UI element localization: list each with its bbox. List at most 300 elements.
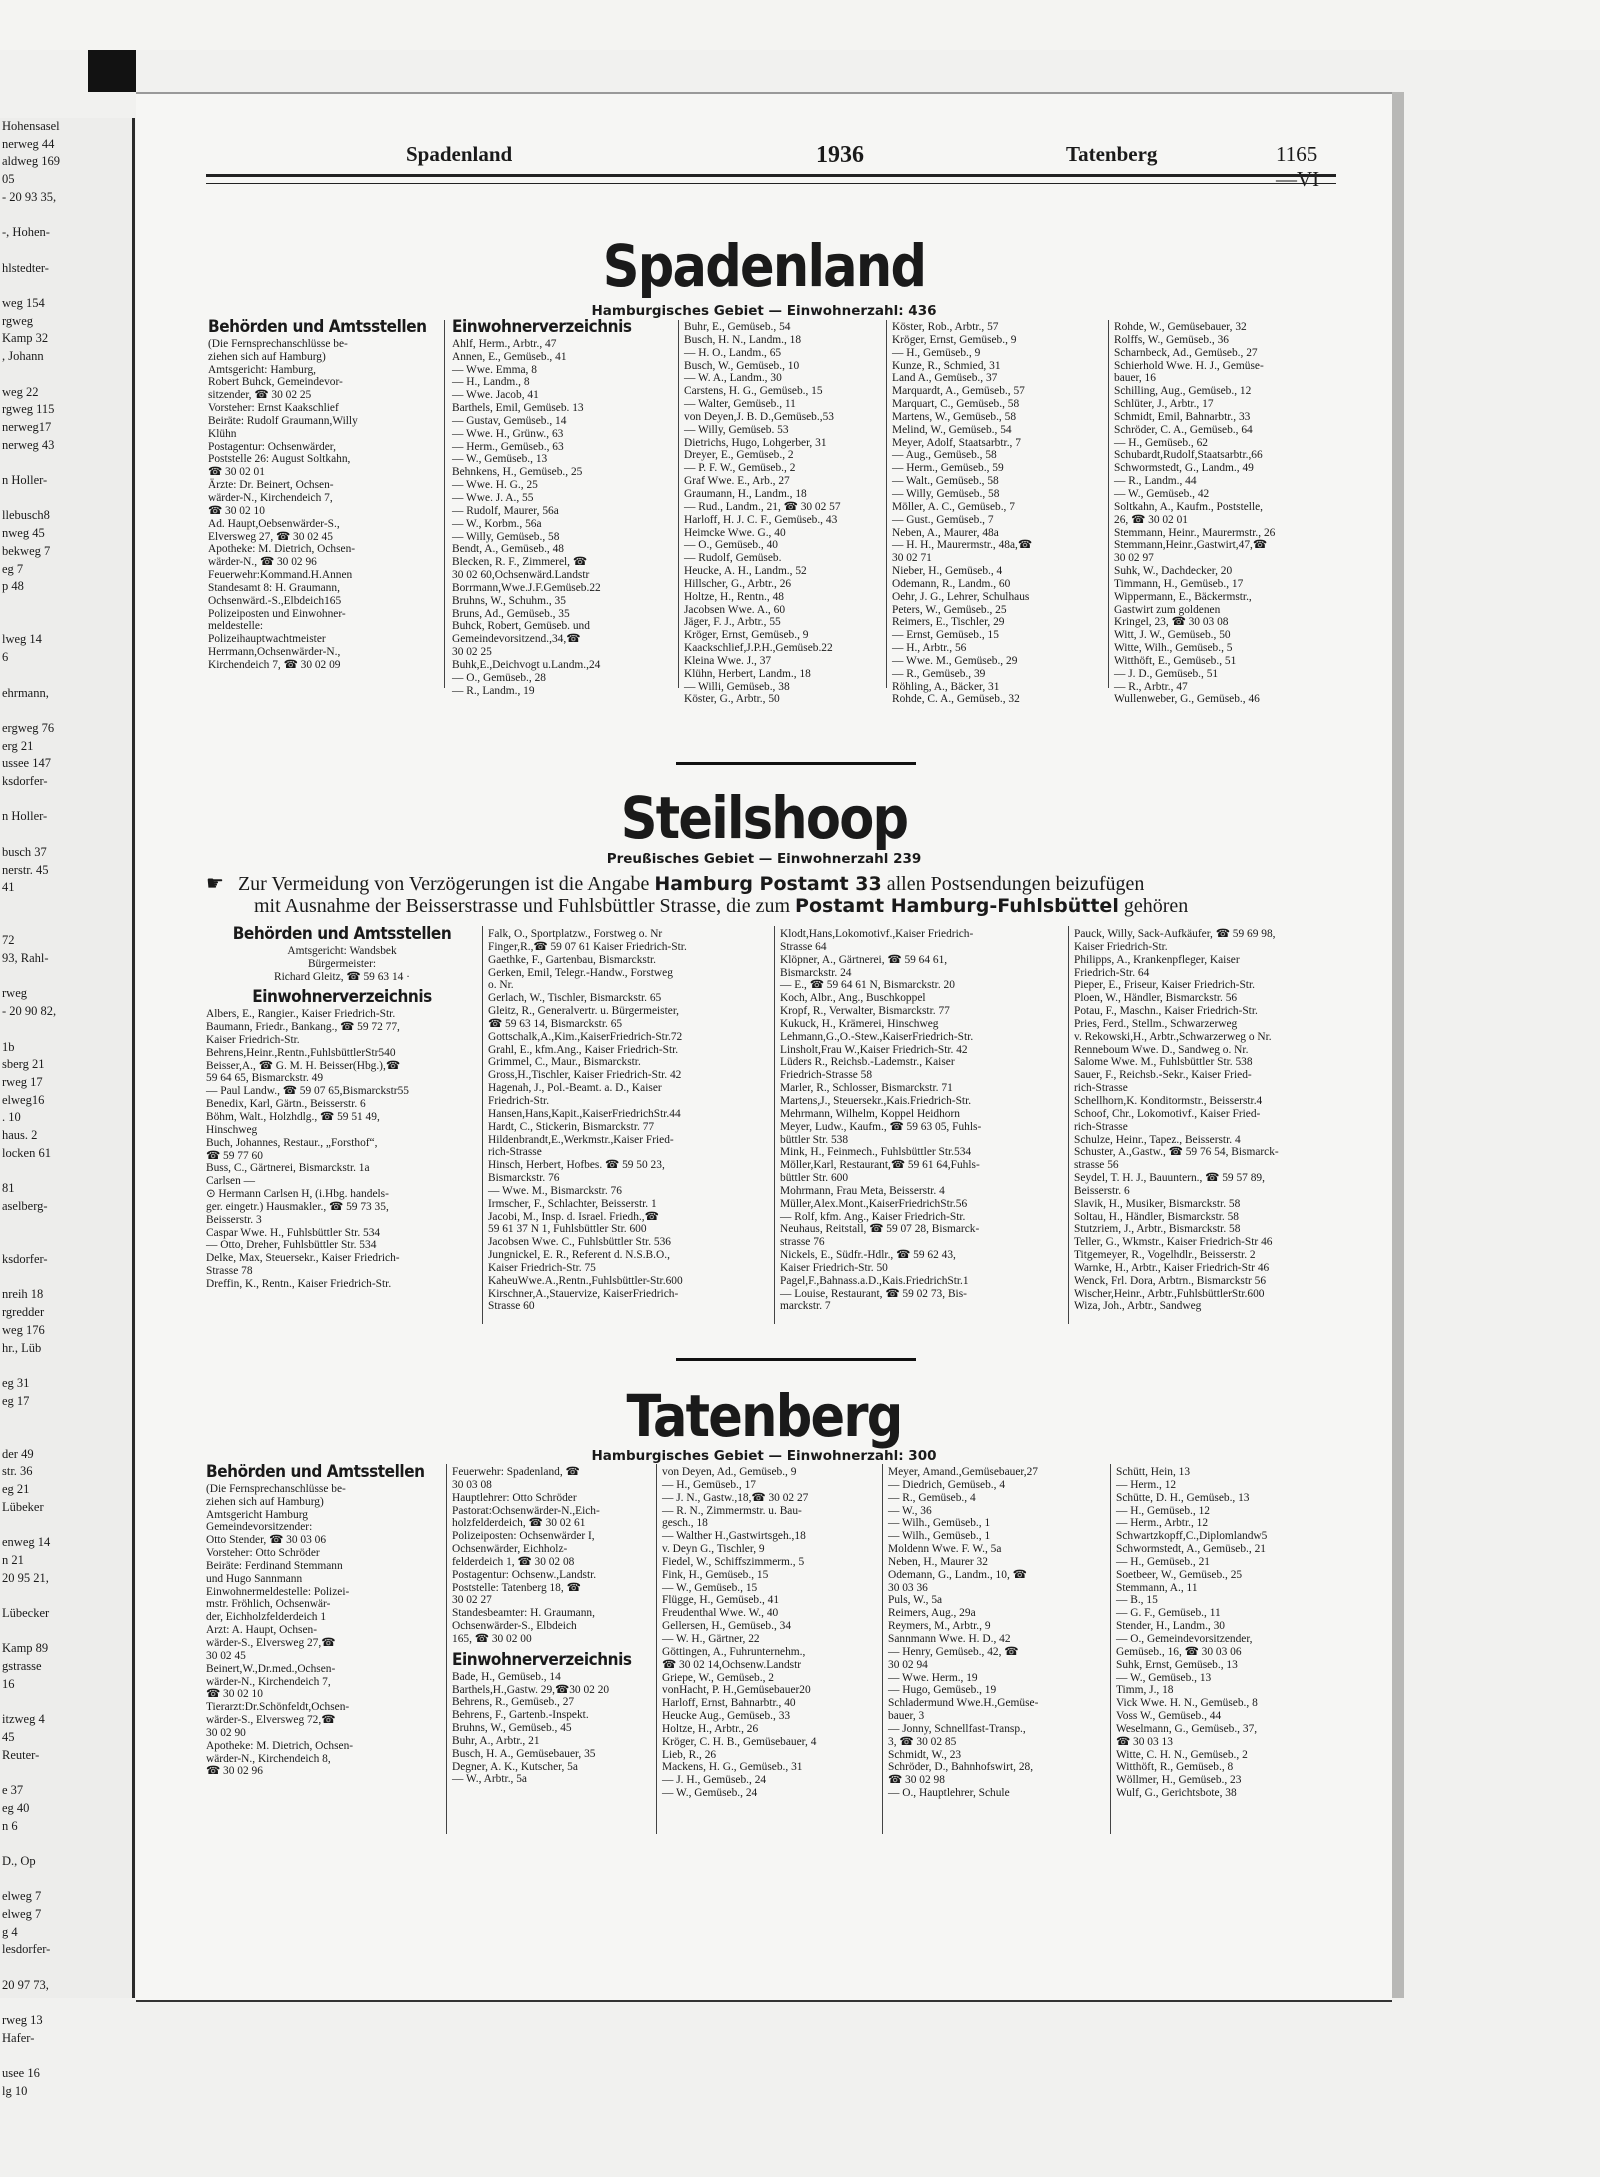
entry-line: Neben, A., Maurer, 48a — [892, 526, 999, 539]
entry-line: Graf Wwe. E., Arb., 27 — [684, 475, 790, 488]
entry-line: Arzt: A. Haupt, Ochsen- — [206, 1624, 318, 1637]
entry-line: Koch, Albr., Ang., Buschkoppel — [780, 992, 926, 1005]
header-place-left: Spadenland — [406, 142, 513, 166]
entry-line: Delke, Max, Steuersekr., Kaiser Friedrich- — [206, 1252, 400, 1265]
entry-line: — W., Arbtr., 5a — [452, 1773, 527, 1786]
entry-line: Bismarckstr. 24 — [780, 966, 852, 979]
entry-line: Harloff, Ernst, Bahnarbtr., 40 — [662, 1697, 796, 1710]
entry-line: Warnke, H., Arbtr., Kaiser Friedrich-Str 46 — [1074, 1261, 1270, 1274]
margin-fragment-line — [0, 242, 132, 260]
pointing-hand-icon: ☛ — [206, 871, 224, 895]
entry-line: Graumann, H., Landm., 18 — [684, 487, 807, 500]
entry-line: — Wwe. J. A., 55 — [452, 491, 534, 504]
entry-line: Kaiser Friedrich-Str. 50 — [780, 1261, 888, 1274]
entry-line: — R. N., Zimmermstr. u. Bau- — [662, 1504, 802, 1517]
entry-line: — Louise, Restaurant, ☎ 59 02 73, Bis- — [780, 1287, 967, 1300]
entry-line: Finger,R.,☎ 59 07 61 Kaiser Friedrich-Str. — [488, 940, 687, 953]
entry-line: Soltau, H., Händler, Bismarckstr. 58 — [1074, 1210, 1240, 1223]
entry-line: Bruns, Ad., Gemüseb., 35 — [452, 607, 570, 620]
margin-fragment-line: Hohensasel — [2, 119, 60, 133]
entry-line: Hauptlehrer: Otto Schröder — [452, 1491, 577, 1504]
entry-line: Caspar Wwe. H., Fuhlsbüttler Str. 534 — [206, 1226, 381, 1239]
entry-line: Hansen,Hans,Kapit.,KaiserFriedrichStr.44 — [488, 1107, 681, 1120]
entry-line: Vick Wwe. H. N., Gemüseb., 8 — [1116, 1697, 1258, 1710]
margin-fragment-line — [0, 1021, 132, 1039]
entry-line: Gross,H.,Tischler, Kaiser Friedrich-Str. 42 — [488, 1069, 682, 1082]
entry-line: — Paul Landw., ☎ 59 07 65,Bismarckstr55 — [206, 1085, 409, 1098]
column-heading: Einwohnerverzeichnis — [452, 317, 632, 337]
entry-line: 59 61 37 N 1, Fuhlsbüttler Str. 600 — [488, 1223, 647, 1236]
entry-line: Kukuck, H., Krämerei, Hinschweg — [780, 1017, 939, 1030]
entry-line: — H., Gemüseb., 12 — [1116, 1504, 1210, 1517]
entry-line: Grimmel, C., Maur., Bismarckstr. — [488, 1056, 641, 1069]
margin-fragment-line: nerweg 44 — [2, 136, 55, 151]
entry-line: mstr. Fröhlich, Ochsenwär- — [206, 1598, 331, 1611]
entry-line: ☎ 30 02 01 — [208, 466, 265, 479]
entry-line: Witte, Wilh., Gemüseb., 5 — [1114, 642, 1233, 655]
column-divider — [656, 1464, 657, 1834]
entry-line: 165, ☎ 30 02 00 — [452, 1632, 532, 1645]
entry-line: — E., ☎ 59 64 61 N, Bismarckstr. 20 — [780, 979, 955, 992]
margin-fragment-line: p 48 — [2, 579, 24, 594]
entry-line: Kröger, Ernst, Gemüseb., 9 — [684, 629, 809, 642]
margin-fragment-line: elweg 7 — [2, 1907, 42, 1922]
entry-line: Gastwirt zum goldenen — [1114, 603, 1221, 616]
entry-line: Buhk,E.,Deichvogt u.Landm.,24 — [452, 658, 601, 671]
entry-line: Otto Stender, ☎ 30 03 06 — [206, 1534, 327, 1547]
entry-line: KaheuWwe.A.,Rentn.,Fuhlsbüttler-Str.600 — [488, 1274, 683, 1287]
entry-line: Land A., Gemüseb., 37 — [892, 372, 998, 385]
entry-line: wärder-N., Kirchendeich 7, — [206, 1675, 331, 1688]
entry-line: Strasse 60 — [488, 1300, 535, 1313]
entry-line: Busch, H. N., Landm., 18 — [684, 333, 802, 346]
entry-line: sitzender, ☎ 30 02 25 — [208, 389, 312, 402]
margin-fragment-line: nweg 45 — [2, 526, 45, 541]
entry-line: 30 02 60,Ochsenwärd.Landstr — [452, 569, 590, 582]
margin-fragment-line: n Holler- — [2, 809, 48, 824]
entry-line: Odemann, G., Landm., 10, ☎ — [888, 1568, 1027, 1581]
entry-line: Neben, H., Maurer 32 — [888, 1555, 988, 1568]
margin-fragment-line — [0, 1357, 132, 1375]
entry-line: Kirschner,A.,Stauervize, KaiserFriedrich- — [488, 1287, 679, 1300]
entry-line: Soetbeer, W., Gemüseb., 25 — [1116, 1568, 1243, 1581]
entry-line: Apotheke: M. Dietrich, Ochsen- — [206, 1739, 354, 1752]
entry-line: Holtze, H., Arbtr., 26 — [662, 1722, 759, 1735]
entry-line: Ochsenwärder-S., Elbdeich — [452, 1620, 577, 1633]
margin-fragment-line: Lübeker — [2, 1499, 44, 1514]
entry-line: Kröger, Ernst, Gemüseb., 9 — [892, 333, 1017, 346]
entry-line: — H., Gemüseb., 17 — [662, 1478, 756, 1491]
margin-fragment-line: busch 37 — [2, 844, 47, 859]
section-separator — [676, 762, 916, 765]
section-separator — [676, 1358, 916, 1361]
margin-fragment-line — [0, 596, 132, 614]
entry-line: wärder-S., Elversweg 72,☎ — [206, 1714, 336, 1727]
entry-line: Borrmann,Wwe.J.F.Gemüseb.22 — [452, 581, 601, 594]
entry-line: Schellhorn,K. Konditormstr., Beisserstr.4 — [1074, 1094, 1263, 1107]
entry-line: — R., Landm., 19 — [452, 684, 535, 697]
entry-line: Busch, W., Gemüseb., 10 — [684, 359, 800, 372]
margin-fragment-line: 81 — [2, 1181, 15, 1196]
margin-fragment-line: usee 16 — [2, 2066, 40, 2081]
header-rule — [206, 174, 1336, 184]
entry-line: Köster, G., Arbtr., 50 — [684, 693, 780, 706]
entry-line: Griepe, W., Gemüseb., 2 — [662, 1671, 774, 1684]
margin-fragment-line: . 10 — [2, 1110, 21, 1125]
entry-line: Schilling, Aug., Gemüseb., 12 — [1114, 385, 1252, 398]
entry-line: — W., Gemüseb., 24 — [662, 1787, 758, 1800]
entry-line: — Wwe. Herm., 19 — [888, 1671, 978, 1684]
entry-line: Amtsgericht Hamburg — [206, 1508, 308, 1521]
entry-line: Feuerwehr: Spadenland, ☎ — [452, 1466, 580, 1478]
entry-line: Rohde, W., Gemüsebauer, 32 — [1114, 321, 1247, 333]
column-heading: Behörden und Amtsstellen — [206, 1462, 425, 1482]
margin-fragment-line: - 20 90 82, — [2, 1004, 57, 1019]
entry-line: der, Eichholzfelderdeich 1 — [206, 1611, 327, 1624]
entry-line: rich-Strasse — [1074, 1082, 1128, 1095]
entry-line: — B., 15 — [1116, 1594, 1158, 1607]
entry-line: Dreffin, K., Rentn., Kaiser Friedrich-Str. — [206, 1277, 392, 1290]
margin-fragment-line: n 6 — [2, 1818, 18, 1833]
entry-line: ger. eingetr.) Hausmakler., ☎ 59 73 35, — [206, 1200, 389, 1213]
entry-line: v. Deyn G., Tischler, 9 — [662, 1543, 765, 1556]
margin-fragment-line — [0, 1835, 132, 1853]
entry-line: Hinschweg — [206, 1123, 258, 1136]
entry-line: Meyer, Ludw., Kaufm., ☎ 59 63 05, Fuhls- — [780, 1120, 982, 1133]
entry-line: (Die Fernsprechanschlüsse be- — [208, 337, 348, 350]
entry-line: Standesamt 8: H. Graumann, — [208, 581, 340, 594]
entry-line: Richard Gleitz, ☎ 59 63 14 · — [274, 970, 410, 983]
margin-fragment-line — [0, 2048, 132, 2066]
entry-line: Jacobsen Wwe. C., Fuhlsbüttler Str. 536 — [488, 1236, 671, 1249]
entry-line: Busch, H. A., Gemüsebauer, 35 — [452, 1747, 596, 1760]
tatenberg-authorities-column — [206, 1462, 442, 1778]
spadenland-authorities-column — [208, 317, 440, 672]
entry-line: — W., Gemüseb., 13 — [1116, 1671, 1212, 1684]
entry-line: — Wwe. M., Bismarckstr. 76 — [488, 1184, 622, 1197]
entry-line: Timmann, H., Gemüseb., 17 — [1114, 577, 1244, 590]
margin-fragment-line: lg 10 — [2, 2084, 28, 2099]
entry-line: Behrens, R., Gemüseb., 27 — [452, 1696, 575, 1709]
entry-line: ☎ 59 63 14, Bismarckstr. 65 — [488, 1017, 623, 1030]
entry-line: Polizeiposten: Ochsenwärder I, — [452, 1530, 595, 1543]
entry-line: Philipps, A., Krankenpfleger, Kaiser — [1074, 953, 1240, 966]
entry-line: Slavik, H., Musiker, Bismarckstr. 58 — [1074, 1197, 1241, 1210]
entry-line: Schmidt, W., 23 — [888, 1748, 962, 1761]
entry-line: Flügge, H., Gemüseb., 41 — [662, 1594, 780, 1607]
entry-line: Wullenweber, G., Gemüseb., 46 — [1114, 693, 1260, 706]
entry-line: — W., Gemüseb., 15 — [662, 1581, 758, 1594]
margin-fragment-line: haus. 2 — [2, 1128, 38, 1143]
entry-line: Lehmann,G.,O.-Stew.,KaiserFriedrich-Str. — [780, 1030, 974, 1043]
entry-line: Renneboum Wwe. D., Sandweg o. Nr. — [1074, 1043, 1249, 1056]
entry-line: (Die Fernsprechanschlüsse be- — [206, 1482, 346, 1495]
entry-line: Schuster, A.,Gastw., ☎ 59 76 54, Bismarck- — [1074, 1146, 1279, 1159]
entry-line: Bürgermeister: — [307, 957, 377, 970]
entry-line: Beinert,W.,Dr.med.,Ochsen- — [206, 1662, 336, 1675]
entry-line: Ahlf, Herm., Arbtr., 47 — [452, 337, 557, 350]
spadenland-residents-column-3 — [892, 321, 1104, 706]
margin-fragment-line: itzweg 4 — [2, 1712, 45, 1727]
entry-line: — Jonny, Schnellfast-Transp., — [888, 1722, 1026, 1735]
margin-fragment-line: ksdorfer- — [2, 1252, 48, 1266]
entry-line: — R., Gemüseb., 39 — [892, 667, 986, 680]
entry-line: — G. F., Gemüseb., 11 — [1116, 1607, 1221, 1620]
entry-line: — Wwe. Jacob, 41 — [452, 389, 539, 402]
entry-line: Martens,J., Steuersekr.,Kais.Friedrich-Str. — [780, 1094, 972, 1107]
entry-line: ziehen sich auf Hamburg) — [206, 1495, 324, 1508]
entry-line: Gemeindevorsitzend.,34,☎ — [452, 633, 581, 646]
entry-line: Ploen, W., Händler, Bismarckstr. 56 — [1074, 992, 1238, 1005]
entry-line: Mehrmann, Wilhelm, Koppel Heidhorn — [780, 1107, 960, 1120]
margin-fragment-line: llebusch8 — [2, 508, 50, 523]
entry-line: — Herm., Gemüseb., 59 — [892, 462, 1004, 475]
entry-line: — Willy, Gemüseb. 53 — [684, 423, 789, 436]
entry-line: Albers, E., Rangier., Kaiser Friedrich-Str. — [206, 1008, 396, 1021]
entry-line: Puls, W., 5a — [888, 1594, 943, 1607]
margin-fragment-line: g 4 — [2, 1924, 18, 1939]
margin-fragment-line — [0, 1233, 132, 1251]
entry-line: Beisserstr. 3 — [206, 1213, 262, 1226]
entry-line: Schütte, D. H., Gemüseb., 13 — [1116, 1491, 1250, 1504]
margin-fragment-line: n 21 — [2, 1552, 24, 1567]
entry-line: Beiräte: Rudolf Graumann,Willy — [208, 414, 358, 427]
entry-line: — Otto, Dreher, Fuhlsbüttler Str. 534 — [206, 1239, 377, 1252]
entry-line: — P. F. W., Gemüseb., 2 — [684, 462, 796, 475]
margin-fragment-line: hlstedter- — [2, 260, 49, 275]
margin-fragment-line — [0, 454, 132, 472]
entry-line: — H. H., Maurermstr., 48a,☎ — [892, 539, 1033, 552]
entry-line: Hildenbrandt,E.,Werkmstr.,Kaiser Fried- — [488, 1133, 674, 1146]
margin-fragment-line: lesdorfer- — [2, 1942, 51, 1957]
entry-line: holzfelderdeich, ☎ 30 02 61 — [452, 1517, 586, 1530]
entry-line: v. Rekowski,H., Arbtr.,Schwarzerweg o Nr. — [1074, 1030, 1272, 1043]
entry-line: Behnkens, H., Gemüseb., 25 — [452, 466, 583, 479]
margin-fragment-line: rgredder — [2, 1305, 45, 1320]
entry-line: — Walther H.,Gastwirtsgeh.,18 — [662, 1530, 806, 1543]
margin-fragment-line: eg 7 — [2, 561, 24, 576]
entry-line: Möller,Karl, Restaurant,☎ 59 61 64,Fuhls- — [780, 1159, 980, 1172]
entry-line: — R., Arbtr., 47 — [1114, 680, 1188, 693]
margin-fragment-line — [0, 1995, 132, 2013]
margin-fragment-line: rweg — [2, 986, 27, 1001]
margin-fragment-line: 93, Rahl- — [2, 951, 49, 966]
entry-line: — Gustav, Gemüseb., 14 — [452, 414, 567, 427]
column-divider — [482, 926, 483, 1324]
entry-line: Friedrich-Str. — [488, 1094, 550, 1107]
entry-line: 30 03 36 — [888, 1581, 928, 1594]
entry-line: Sannmann Wwe. H. D., 42 — [888, 1632, 1011, 1645]
entry-line: Harloff, H. J. C. F., Gemüseb., 43 — [684, 513, 838, 526]
entry-line: Potau, F., Maschn., Kaiser Friedrich-Str. — [1074, 1005, 1258, 1018]
entry-line: — H. O., Landm., 65 — [684, 346, 782, 359]
margin-fragment-line: rgweg — [2, 313, 34, 328]
entry-line: — H., Gemüseb., 21 — [1116, 1555, 1210, 1568]
entry-line: wärder-N., Kirchendeich 7, — [208, 491, 333, 504]
margin-fragment-line — [0, 1410, 132, 1428]
entry-line: Gemeindevorsitzender: — [206, 1521, 313, 1534]
entry-line: — Rolf, kfm. Ang., Kaiser Friedrich-Str. — [780, 1210, 966, 1223]
margin-fragment-line: weg 176 — [2, 1322, 45, 1337]
entry-line: Klodt,Hans,Lokomotivf.,Kaiser Friedrich- — [780, 928, 974, 940]
entry-line: Barthels,H.,Gastw. 29,☎30 02 20 — [452, 1683, 610, 1696]
entry-line: — Henry, Gemüseb., 42, ☎ — [888, 1645, 1019, 1658]
entry-line: Ochsenwärd.-S.,Elbdeich165 — [208, 594, 342, 607]
entry-line: Fink, H., Gemüseb., 15 — [662, 1568, 769, 1581]
column-divider — [1068, 926, 1069, 1324]
entry-line: Jacobi, M., Insp. d. Israel. Friedh.,☎ — [488, 1210, 659, 1223]
entry-line: Titgemeyer, R., Vogelhdlr., Beisserstr. 2 — [1074, 1249, 1256, 1262]
entry-line: wärder-N., Kirchendeich 8, — [206, 1752, 331, 1765]
entry-line: Suhk, Ernst, Gemüseb., 13 — [1116, 1658, 1238, 1671]
entry-line: Pagel,F.,Bahnass.a.D.,Kais.FriedrichStr.1 — [780, 1274, 969, 1287]
entry-line: Wenck, Frl. Dora, Arbtrn., Bismarckstr 56 — [1074, 1274, 1267, 1287]
entry-line: Polizeihauptwachtmeister — [208, 633, 326, 646]
margin-fragment-line: -, Hohen- — [2, 225, 50, 240]
scan-background — [0, 0, 1600, 50]
tatenberg-residents-column-2 — [662, 1466, 904, 1800]
entry-line: Voss W., Gemüseb., 44 — [1116, 1710, 1222, 1723]
margin-fragment-line: Kamp 89 — [2, 1641, 49, 1656]
margin-fragment-line — [0, 1623, 132, 1641]
margin-fragment-line — [0, 667, 132, 685]
entry-line: marckstr. 7 — [780, 1300, 831, 1313]
tatenberg-residents-column-4 — [1116, 1466, 1342, 1800]
entry-line: — H., Gemüseb., 9 — [892, 346, 981, 359]
margin-fragment-line: Reuter- — [2, 1747, 40, 1762]
running-header — [206, 142, 1336, 191]
margin-fragment-line: rweg 13 — [2, 2013, 43, 2028]
entry-line: Schulze, Heinr., Tapez., Beisserstr. 4 — [1074, 1133, 1241, 1146]
entry-line: Gottschalk,A.,Kim.,KaiserFriedrich-Str.72 — [488, 1030, 683, 1043]
entry-line: Hinsch, Herbert, Hofbes. ☎ 59 50 23, — [488, 1159, 665, 1172]
entry-line: gesch., 18 — [662, 1517, 708, 1530]
entry-line: Heimcke Wwe. G., 40 — [684, 526, 786, 539]
margin-fragment-line: nerweg17 — [2, 419, 52, 434]
entry-line: — Wwe. M., Gemüseb., 29 — [892, 654, 1018, 667]
entry-line: Baumann, Friedr., Bankang., ☎ 59 72 77, — [206, 1021, 400, 1034]
margin-fragment-line — [0, 1216, 132, 1234]
entry-line: Herrmann,Ochsenwärder-N., — [208, 646, 341, 659]
spadenland-residents-column-2 — [684, 321, 882, 706]
entry-line: Bismarckstr. 76 — [488, 1172, 560, 1185]
entry-line: Buch, Johannes, Restaur., „Forsthof“, — [206, 1136, 378, 1149]
entry-line: Odemann, R., Landm., 60 — [892, 577, 1011, 590]
entry-line: Lüders R., Reichsb.-Lademstr., Kaiser — [780, 1056, 955, 1069]
entry-line: Kaackschlief,J.P.H.,Gemüseb.22 — [684, 642, 833, 655]
entry-line: Timm, J., 18 — [1116, 1684, 1174, 1697]
entry-line: — W., Korbm., 56a — [452, 517, 542, 530]
steilshoop-residents-column-1 — [488, 928, 770, 1313]
entry-line: wärder-N., ☎ 30 02 96 — [208, 556, 317, 569]
entry-line: Benedix, Karl, Gärtn., Beisserstr. 6 — [206, 1098, 366, 1111]
section-subtitle-steilshoop: Preußisches Gebiet — Einwohnerzahl 239 — [606, 851, 922, 867]
entry-line: ☎ 30 02 98 — [888, 1774, 945, 1787]
header-page-number: 1165—VI — [1276, 142, 1320, 191]
entry-line: — O., Gemeindevorsitzender, — [1116, 1632, 1253, 1645]
entry-line: Kunze, R., Schmied, 31 — [892, 359, 1001, 372]
entry-line: Kringel, 23, ☎ 30 03 08 — [1114, 616, 1229, 629]
margin-fragment-line — [0, 1871, 132, 1889]
entry-line: — Ernst, Gemüseb., 15 — [892, 629, 999, 642]
entry-line: — Rud., Landm., 21, ☎ 30 02 57 — [684, 500, 841, 513]
entry-line: Grahl, E., kfm.Ang., Kaiser Friedrich-Str. — [488, 1043, 679, 1056]
entry-line: Scharnbeck, Ad., Gemüseb., 27 — [1114, 346, 1258, 359]
postal-notice: ☛ Zur Vermeidung von Verzögerungen ist die Angabe Hamburg Postamt 33 allen Postsendungen beizufügen mit Ausnahme der Beisserstrasse und Fuhlsbüttler Strasse, die zum Postamt Hamburg-Fuhlsbüttel gehören — [206, 871, 1189, 917]
entry-line: Hillscher, G., Arbtr., 26 — [684, 577, 792, 590]
margin-fragment-line: ehrmann, — [2, 685, 49, 700]
entry-line: Stutzriem, J., Arbtr., Bismarckstr. 58 — [1074, 1223, 1241, 1236]
column-heading: Einwohnerverzeichnis — [252, 987, 432, 1008]
margin-fragment-line: nreih 18 — [2, 1287, 44, 1302]
entry-line: Möller, A. C., Gemüseb., 7 — [892, 500, 1015, 513]
entry-line: Gerlach, W., Tischler, Bismarckstr. 65 — [488, 992, 662, 1005]
entry-line: Oehr, J. G., Lehrer, Schulhaus — [892, 590, 1030, 603]
entry-line: Heucke, A. H., Landm., 52 — [684, 565, 807, 578]
entry-line: Freudenthal Wwe. W., 40 — [662, 1607, 779, 1620]
column-heading: Einwohnerverzeichnis — [452, 1649, 632, 1670]
entry-line: — J. D., Gemüseb., 51 — [1114, 667, 1219, 680]
entry-line: Polizeiposten und Einwohner- — [208, 607, 346, 620]
entry-line: — J. H., Gemüseb., 24 — [662, 1774, 767, 1787]
entry-line: Holtze, H., Rentn., 48 — [684, 590, 784, 603]
entry-line: Nickels, E., Südfr.-Hdlr., ☎ 59 62 43, — [780, 1249, 956, 1262]
entry-line: büttler Str. 600 — [780, 1172, 849, 1185]
margin-fragment-line — [0, 1428, 132, 1446]
entry-line: o. Nr. — [488, 979, 514, 992]
entry-line: Stemmann, A., 11 — [1116, 1581, 1198, 1594]
entry-line: Dreyer, E., Gemüseb., 2 — [684, 449, 794, 462]
entry-line: Kröger, C. H. B., Gemüsebauer, 4 — [662, 1735, 817, 1748]
entry-line: Gellersen, H., Gemüseb., 34 — [662, 1620, 792, 1633]
margin-fragment-line: Hafer- — [2, 2030, 35, 2045]
section-title-steilshoop: Steilshoop — [620, 784, 908, 852]
margin-fragment-line — [0, 791, 132, 809]
entry-line: — Rudolf, Gemüseb. — [684, 552, 782, 565]
entry-line: von Deyen,J. B. D.,Gemüseb.,53 — [684, 410, 834, 423]
margin-fragment-line — [0, 1764, 132, 1782]
entry-line: Dietrichs, Hugo, Lohgerber, 31 — [684, 436, 827, 449]
margin-fragment-line: aselberg- — [2, 1198, 48, 1213]
entry-line: Stender, H., Landm., 30 — [1116, 1620, 1226, 1633]
margin-fragment-line — [0, 702, 132, 720]
entry-line: — R., Landm., 44 — [1114, 475, 1197, 488]
entry-line: — W., Gemüseb., 13 — [452, 453, 548, 466]
entry-line: Vorsteher: Otto Schröder — [206, 1547, 320, 1560]
book-binding-shadow — [88, 50, 136, 92]
entry-line: Jacobsen Wwe. A., 60 — [684, 603, 786, 616]
entry-line: felderdeich 1, ☎ 30 02 08 — [452, 1555, 575, 1568]
entry-line: Mink, H., Feinmech., Fuhlsbüttler Str.534 — [780, 1146, 972, 1159]
entry-line: Reimers, Aug., 29a — [888, 1607, 976, 1620]
spadenland-residents-column-4 — [1114, 321, 1340, 706]
entry-line: Wiza, Joh., Arbtr., Sandweg — [1074, 1300, 1202, 1313]
margin-fragment-line — [0, 490, 132, 508]
entry-line: — Walter, Gemüseb., 11 — [684, 398, 796, 411]
entry-line: Jungnickel, E. R., Referent d. N.S.B.O., — [488, 1249, 670, 1262]
margin-fragment-line: ussee 147 — [2, 756, 51, 771]
margin-fragment-line — [0, 968, 132, 986]
entry-line: Gleitz, R., Generalvertr. u. Bürgermeister, — [488, 1005, 680, 1018]
entry-line: Fiedel, W., Schiffszimmerm., 5 — [662, 1555, 805, 1568]
section-title-spadenland: Spadenland — [602, 232, 926, 300]
left-page-fragment — [0, 118, 135, 2099]
entry-line: Carstens, H. G., Gemüseb., 15 — [684, 385, 823, 398]
margin-fragment-line — [0, 614, 132, 632]
entry-line: Schröder, C. A., Gemüseb., 64 — [1114, 423, 1253, 436]
entry-line: Marquardt, A., Gemüseb., 57 — [892, 385, 1025, 398]
entry-line: Linsholt,Frau W.,Kaiser Friedrich-Str. 42 — [780, 1043, 968, 1056]
